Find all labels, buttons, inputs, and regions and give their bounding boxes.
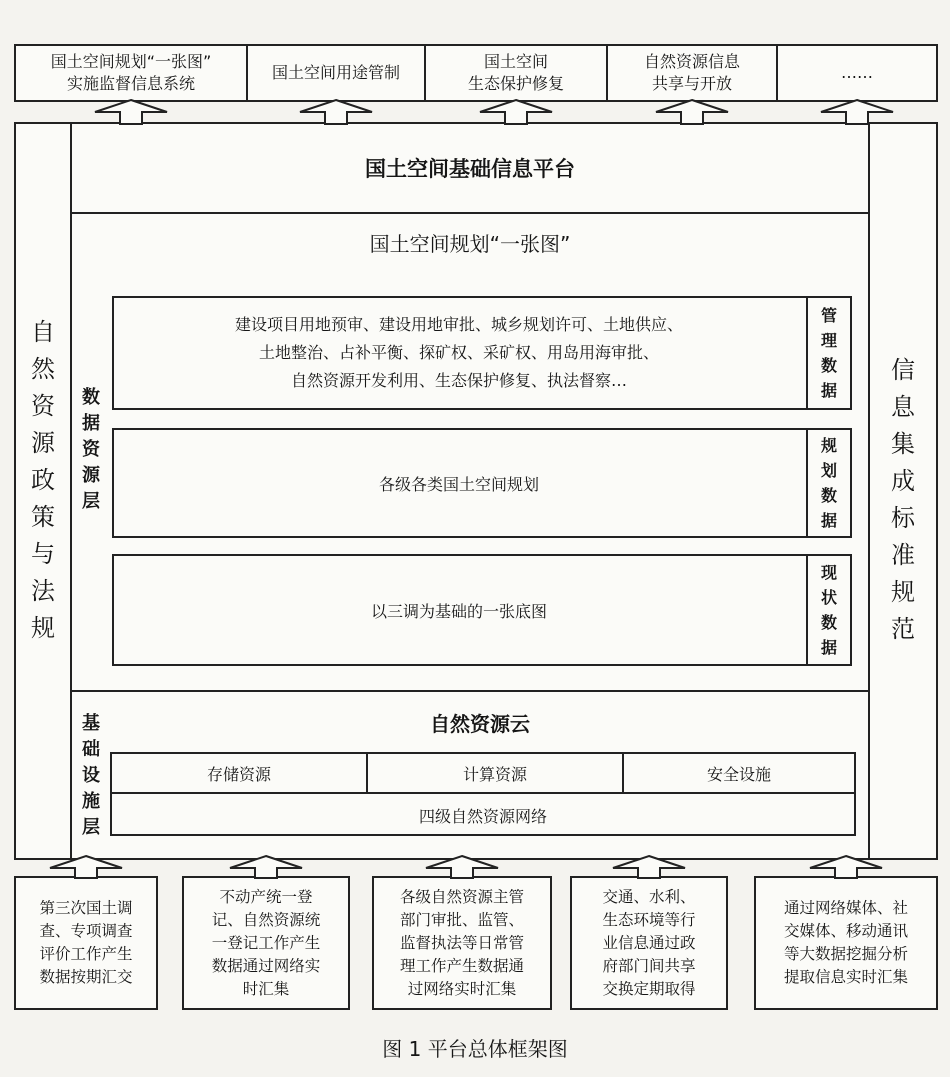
source-big-data: 通过网络媒体、社 交媒体、移动通讯 等大数据挖掘分析 提取信息实时汇集 — [754, 876, 938, 1010]
data-layer-label: 数据资源层 — [82, 387, 100, 512]
status-data-content: 以三调为基础的一张底图 — [370, 601, 547, 621]
output-arrow-4 — [656, 100, 728, 124]
one-map-title: 国土空间规划“一张图” — [369, 231, 571, 256]
status-data-tag: 现状数据 — [820, 563, 837, 657]
source-industry: 交通、水利、 生态环境等行 业信息通过政 府部门间共享 交换定期取得 — [570, 876, 728, 1010]
source-registration: 不动产统一登 记、自然资源统 一登记工作产生 数据通过网络实 时汇集 — [182, 876, 350, 1010]
output-arrow-3 — [480, 100, 552, 124]
platform-title: 国土空间基础信息平台 — [365, 157, 575, 181]
output-arrow-5 — [821, 100, 893, 124]
storage-resource: 存储资源 — [206, 764, 271, 784]
output-more: …… — [776, 44, 938, 102]
source-management: 各级自然资源主管 部门审批、监管、 监督执法等日常管 理工作产生数据通 过网络实时汇集 — [372, 876, 552, 1010]
management-data-tag: 管理数据 — [820, 306, 837, 400]
figure-caption: 图 1 平台总体框架图 — [382, 1036, 568, 1061]
planning-data-content: 各级各类国土空间规划 — [378, 474, 539, 494]
management-data-content: 建设项目用地预审、建设用地审批、城乡规划许可、土地供应、 土地整治、占补平衡、探矿权、采矿权、用岛用海审批、 自然资源开发利用、生态保护修复、执法督察… — [234, 315, 683, 390]
output-one-map-system: 国土空间规划“一张图” 实施监督信息系统 — [14, 44, 248, 102]
infra-layer-label: 基础设施层 — [82, 713, 100, 838]
output-arrow-2 — [300, 100, 372, 124]
right-pillar-label: 信息集成标准规范 — [891, 356, 915, 643]
source-survey: 第三次国土调 查、专项调查 评价工作产生 数据按期汇交 — [14, 876, 158, 1010]
security-facility: 安全设施 — [706, 764, 771, 784]
network-row: 四级自然资源网络 — [418, 806, 547, 826]
output-info-sharing: 自然资源信息 共享与开放 — [606, 44, 778, 102]
planning-data-tag: 规划数据 — [820, 436, 837, 530]
compute-resource: 计算资源 — [462, 764, 527, 784]
output-land-use-control: 国土空间用途管制 — [246, 44, 426, 102]
output-arrow-1 — [95, 100, 167, 124]
cloud-title: 自然资源云 — [430, 711, 530, 736]
output-ecological-restoration: 国土空间 生态保护修复 — [424, 44, 608, 102]
left-pillar-label: 自然资源政策与法规 — [31, 317, 55, 642]
